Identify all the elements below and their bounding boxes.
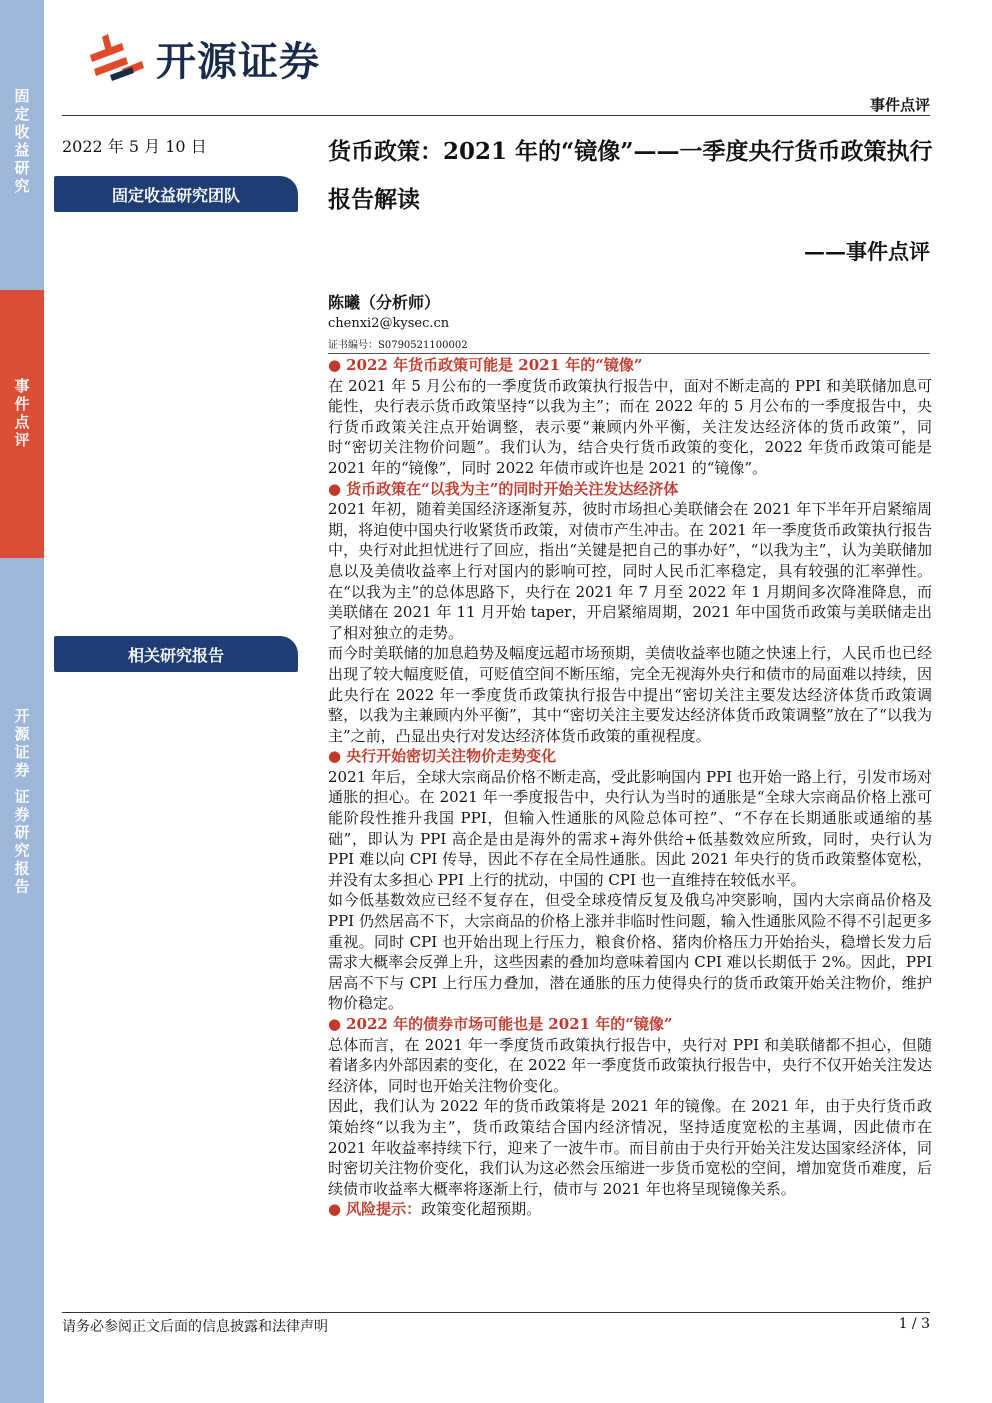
bullet-icon: ●	[328, 1200, 342, 1219]
logo-icon	[88, 33, 146, 85]
bullet-icon: ●	[328, 747, 342, 766]
section-heading: ● 2022 年的债券市场可能也是 2021 年的“镜像”	[328, 1015, 673, 1033]
report-subtitle: ——事件点评	[804, 239, 930, 264]
risk-label: 风险提示：	[346, 1200, 422, 1219]
sidebar-category: 固定收益研究	[0, 0, 44, 290]
header-divider	[62, 115, 930, 116]
risk-note	[328, 1199, 932, 1220]
paragraph: 2021 年后，全球大宗商品价格不断走高，受此影响国内 PPI 也开始一路上行，引发市场对通胀的担心。在 2021 年一季度报告中，央行认为当时的通胀是“全球大宗商品价格上涨可能阶段性推升我国 PPI，但输入性通胀的风险总体可控”、“不存在长期通胀或通缩的基础”，即认为 PPI 高企是由是海外的需求+海外供给+低基数效应所致，同时，央行认为 PPI 难以向 CPI 传导，因此不存在全局性通胀。因此 2021 年央行的货币政策整体宽松，并没有太多担心 PPI 上行的扰动，中国的 CPI 也一直维持在较低水平。	[328, 767, 932, 889]
risk-text: 政策变化超预期。	[421, 1200, 542, 1219]
report-title: 货币政策：2021 年的“镜像”——一季度央行货币政策执行报告解读	[328, 138, 933, 213]
certificate-number: 证书编号：S0790521100002	[328, 340, 468, 351]
bullet-icon: ●	[328, 1015, 342, 1033]
author-name: 陈曦（分析师）	[328, 293, 441, 312]
footer-divider	[62, 1312, 930, 1313]
footer-disclaimer: 请务必参阅正文后面的信息披露和法律声明	[62, 1319, 328, 1335]
report-date: 2022 年 5 月 10 日	[62, 137, 207, 156]
page-number: 1 / 3	[898, 1316, 930, 1332]
team-label: 固定收益研究团队	[54, 176, 298, 212]
paragraph: 总体而言，在 2021 年一季度货币政策执行报告中，央行对 PPI 和美联储都不担心，但随着诸多内外部因素的变化，在 2022 年一季度货币政策执行报告中，央行不仅开始关注发达经济体，同时也开始关注物价变化。	[328, 1035, 932, 1095]
logo	[88, 30, 320, 87]
author-divider	[328, 353, 930, 354]
sidebar-brand: 开源证券 证券研究报告	[0, 558, 44, 1403]
paragraph: 因此，我们认为 2022 年的货币政策将是 2021 年的镜像。在 2021 年，由于央行货币政策始终“以我为主”，货币政策结合国内经济情况，坚持适度宽松的主基调，因此债市在 2021 年收益率持续下行，迎来了一波牛市。而目前由于央行开始关注发达国家经济体，同时密切关注物价变化，我们认为这必然会压缩进一步货币宽松的空间，增加宽货币难度，后续债市收益率大概率将逐渐上行，债市与 2021 年也将呈现镜像关系。	[328, 1097, 932, 1198]
paragraph: 2021 年初，随着美国经济逐渐复苏，彼时市场担心美联储会在 2021 年下半年开启紧缩周期，将迫使中国央行收紧货币政策，对债市产生冲击。在 2021 年一季度货币政策执行报告中，央行对此担忧进行了回应，指出“关键是把自己的事办好”，“以我为主”，认为美联储加息以及美债收益率上行对国内的影响可控，同时人民币汇率稳定，具有较强的汇率弹性。在“以我为主”的总体思路下，央行在 2021 年 7 月至 2022 年 1 月期间多次降准降息，而美联储在 2021 年 11 月开始 taper，开启紧缩周期，2021 年中国货币政策与美联储走出了相对独立的走势。	[328, 500, 932, 642]
sidebar	[0, 0, 44, 1403]
header-tag: 事件点评	[869, 96, 930, 114]
bullet-icon: ●	[328, 479, 342, 498]
sidebar-report-type: 事件点评	[0, 290, 44, 558]
logo-wordmark: 开源证券	[156, 39, 320, 85]
paragraph: 在 2021 年 5 月公布的一季度货币政策执行报告中，面对不断走高的 PPI 和美联储加息可能性，央行表示货币政策坚持“以我为主”；而在 2022 年的 5 月公布的一季度报告中，央行货币政策关注点开始调整，表示要“兼顾内外平衡，关注发达经济体的货币政策”，同时“密切关注物价问题”。我们认为，结合央行货币政策的变化，2022 年货币政策可能是 2021 年的“镜像”，同时 2022 年债市或许也是 2021 的“镜像”。	[328, 376, 932, 477]
section-heading: ● 2022 年货币政策可能是 2021 年的“镜像”	[328, 356, 643, 374]
report-body	[328, 355, 932, 1220]
related-reports-label: 相关研究报告	[54, 636, 298, 672]
section-heading: ● 央行开始密切关注物价走势变化	[328, 747, 557, 766]
paragraph: 而今时美联储的加息趋势及幅度远超市场预期，美债收益率也随之快速上行，人民币也已经出现了较大幅度贬值，可贬值空间不断压缩，完全无视海外央行和债市的局面难以持续，因此央行在 2022 年一季度货币政策执行报告中提出“密切关注主要发达经济体货币政策调整，以我为主兼顾内外平衡”，其中“密切关注主要发达经济体货币政策调整”放在了“以我为主”之前，凸显出央行对发达经济体货币政策的重视程度。	[328, 644, 932, 745]
paragraph: 如今低基数效应已经不复存在，但受全球疫情反复及俄乌冲突影响，国内大宗商品价格及 PPI 仍然居高不下，大宗商品的价格上涨并非临时性问题，输入性通胀风险不得不引起更多重视。同时 CPI 也开始出现上行压力，粮食价格、猪肉价格压力开始抬头，稳增长发力后需求大概率会反弹上升，这些因素的叠加均意味着国内 CPI 难以长期低于 2%。因此，PPI 居高不下与 CPI 上行压力叠加，潜在通胀的压力使得央行的货币政策开始关注物价，维护物价稳定。	[328, 891, 932, 1013]
section-heading: ● 货币政策在“以我为主”的同时开始关注发达经济体	[328, 479, 679, 498]
bullet-icon: ●	[328, 356, 342, 374]
author-email[interactable]: chenxi2@kysec.cn	[328, 316, 450, 331]
